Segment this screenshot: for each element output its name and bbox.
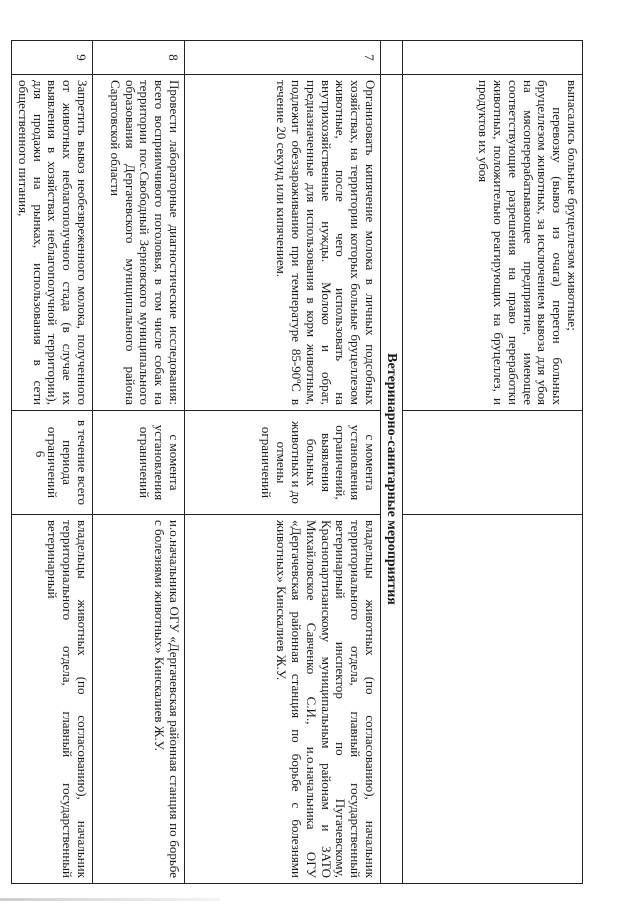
section-header-row [381, 41, 403, 884]
row-measure: Запретить вывоз необезвреженного молока, полученного от животных неблагополучного стада (в случае их выявления в хозяйствах неблагополучной территории), для продажи на рынках, использования в сети общественного питания, [11, 75, 92, 411]
continuation-line: выпасались больные бруцеллезом животные; [565, 80, 580, 331]
continuation-number-cell [403, 41, 583, 75]
continuation-row [403, 41, 583, 884]
scan-edge-shadow [0, 898, 220, 901]
row-responsible: владельцы животных (по согласованию), начальник территориального отдела, главный государственный ветеринарный инспектор по Пугачевскому, Краснопартизанскому муниципальным районам и ЗАТО Михайловское Савченко С.И., и.о.начальника ОГУ «Дергачевская районная станция по борьбе с болезнями животных» Кинскалиев Ж.У. [185, 515, 381, 884]
row-number: 8 [93, 41, 185, 75]
row-measure: Провести лабораторные диагностические исследования: всего восприимчивого поголовья, в том числе собак на территории пос.Свободный Зерновского муниципального образования Дергачевского муниципального района Саратовской области [93, 75, 185, 411]
row-number: 7 [185, 41, 381, 75]
continuation-term-cell [403, 411, 583, 515]
table-row [185, 41, 381, 884]
measures-table [11, 40, 583, 884]
rotated-page-content [15, 40, 583, 883]
continuation-line: перевозку (вывоз из очага) перегон больных бруцеллезом животных, за исключением вывоза для убоя на мясоперерабатывающее предприятие, имеющее соответствующие разрешения на право переработки животных, положительно реагирующих на бруцеллез, и продуктов их убоя [476, 80, 566, 405]
table-row [93, 41, 185, 884]
row-responsible: владельцы животных (по согласованию), начальник территориального отдела, главный государственный ветеринарный [11, 515, 92, 884]
continuation-responsible-cell [403, 515, 583, 884]
table-row [11, 41, 92, 884]
continuation-measure-cell [403, 75, 583, 411]
section-number-cell [381, 41, 403, 75]
row-term: с момента установления ограничений [93, 411, 185, 515]
row-measure: Организовать кипячение молока в личных подсобных хозяйствах, на территории которых больные бруцеллезом животные, после чего использовать на внутрихозяйственные нужды. Молоко и обрат, предназначенные для использования в корм животным, подлежит обеззараживанию при температуре 85-90ºС в течение 20 секунд или кипячением. [185, 75, 381, 411]
row-number: 9 [11, 41, 92, 75]
row-term: в течение всего периода ограничений [11, 411, 92, 515]
page-number: 6 [33, 450, 48, 458]
row-term: с момента установления ограничений, выявления больных животных и до отмены ограничений [185, 411, 381, 515]
section-title: Ветеринарно-санитарные мероприятия [381, 75, 403, 884]
row-responsible: и.о.начальника ОГУ «Дергачевская районная станция по борьбе с болезнями животных» Кинскалиев Ж.У. [93, 515, 185, 884]
